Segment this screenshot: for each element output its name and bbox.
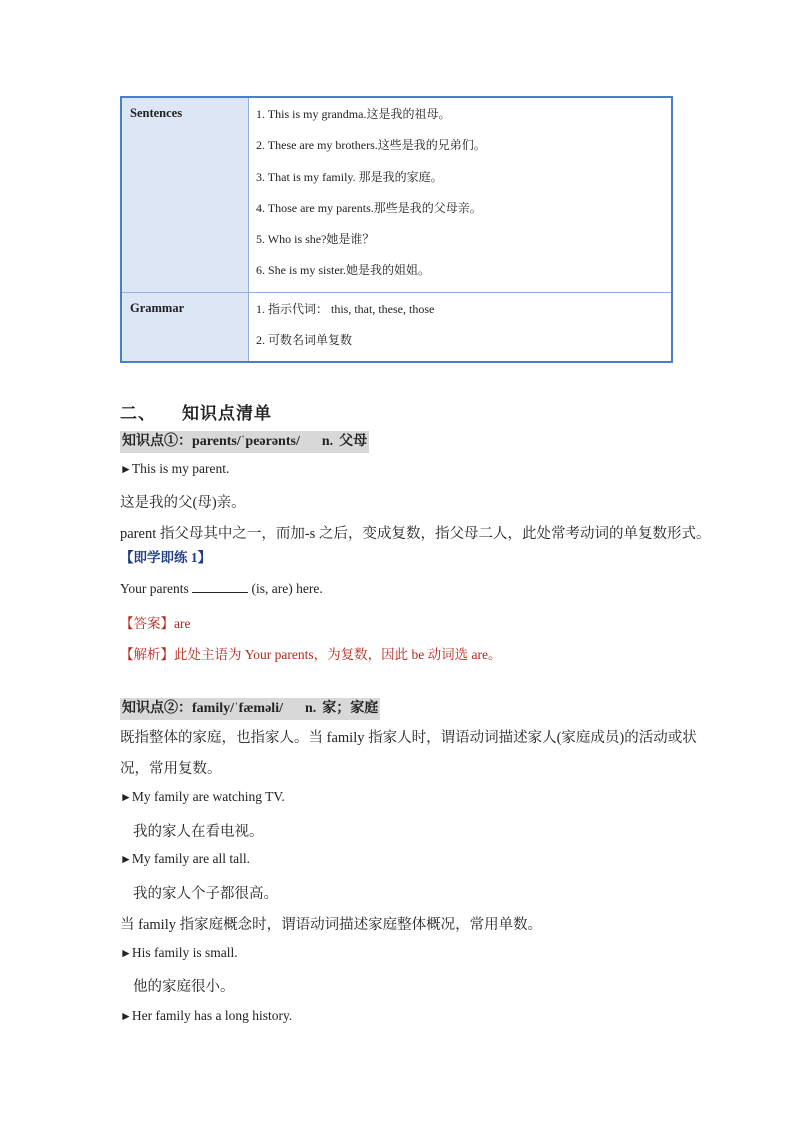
answer-value: are: [174, 616, 191, 631]
exercise-tag: 【即学即练 1】: [120, 550, 212, 565]
summary-table: [120, 96, 673, 363]
example-translation: 我的家人个子都很高。: [133, 886, 278, 902]
arrow-icon: ►: [120, 790, 132, 804]
grammar-line: 2. 可数名词单复数: [256, 333, 353, 348]
example-sentence: ►My family are watching TV.: [120, 789, 285, 804]
example-sentence: ►Her family has a long history.: [120, 1008, 293, 1023]
grammar-line: 1. 指示代词： this, that, these, those: [256, 301, 435, 316]
sentence-line: 1. This is my grandma.这是我的祖母。: [256, 107, 451, 121]
description-line: 况，常用复数。: [120, 761, 222, 777]
knowledge-point-1-heading: 知识点①：parents/ˈpeərənts/ n. 父母: [120, 431, 369, 453]
sentences-cell: [249, 97, 673, 292]
description-line: 当 family 指家庭概念时，谓语动词描述家庭整体概况，常用单数。: [120, 917, 543, 933]
table-row: [121, 97, 672, 292]
arrow-icon: ►: [120, 1009, 132, 1023]
section-number: 二、: [120, 404, 156, 423]
row-header-sentences: Sentences: [121, 97, 249, 292]
sentence-line: 6. She is my sister.她是我的姐姐。: [256, 263, 431, 278]
exercise-question: Your parents (is, are) here.: [120, 581, 323, 596]
example-sentence: ►This is my parent.: [120, 461, 230, 476]
example-translation: 他的家庭很小。: [133, 979, 235, 995]
row-header-grammar: Grammar: [121, 292, 249, 362]
answer-blank: [192, 580, 248, 593]
sentence-line: 2. These are my brothers.这些是我的兄弟们。: [256, 138, 486, 153]
knowledge-point-2-heading: 知识点②：family/ˈfæməli/ n. 家；家庭: [120, 698, 380, 720]
answer-line: [120, 612, 190, 632]
analysis-text: 此处主语为 Your parents，为复数，因此 be 动词选 are。: [174, 647, 502, 662]
example-translation: 我的家人在看电视。: [133, 824, 264, 840]
table-row: [121, 292, 672, 362]
example-sentence: ►My family are all tall.: [120, 851, 250, 866]
description-line: 既指整体的家庭，也指家人。当 family 指家人时，谓语动词描述家人(家庭成员)的活动或状: [120, 730, 697, 746]
answer-tag: 【答案】: [120, 616, 174, 631]
arrow-icon: ►: [120, 946, 132, 960]
arrow-icon: ►: [120, 852, 132, 866]
arrow-icon: ►: [120, 462, 132, 476]
grammar-cell: [249, 292, 673, 362]
sentence-line: 5. Who is she?她是谁？: [256, 232, 375, 247]
explanation-text: parent 指父母其中之一，而加-s 之后，变成复数，指父母二人，此处常考动词的单复数形式。: [120, 526, 711, 542]
example-translation: 这是我的父(母)亲。: [120, 495, 246, 511]
analysis-tag: 【解析】: [120, 647, 174, 662]
example-sentence: ►His family is small.: [120, 945, 238, 960]
sentence-line: 3. That is my family. 那是我的家庭。: [256, 169, 443, 184]
section-title: 知识点清单: [182, 404, 272, 423]
sentence-line: 4. Those are my parents.那些是我的父母亲。: [256, 200, 482, 215]
analysis-line: [120, 643, 501, 663]
section-heading: [120, 399, 272, 424]
